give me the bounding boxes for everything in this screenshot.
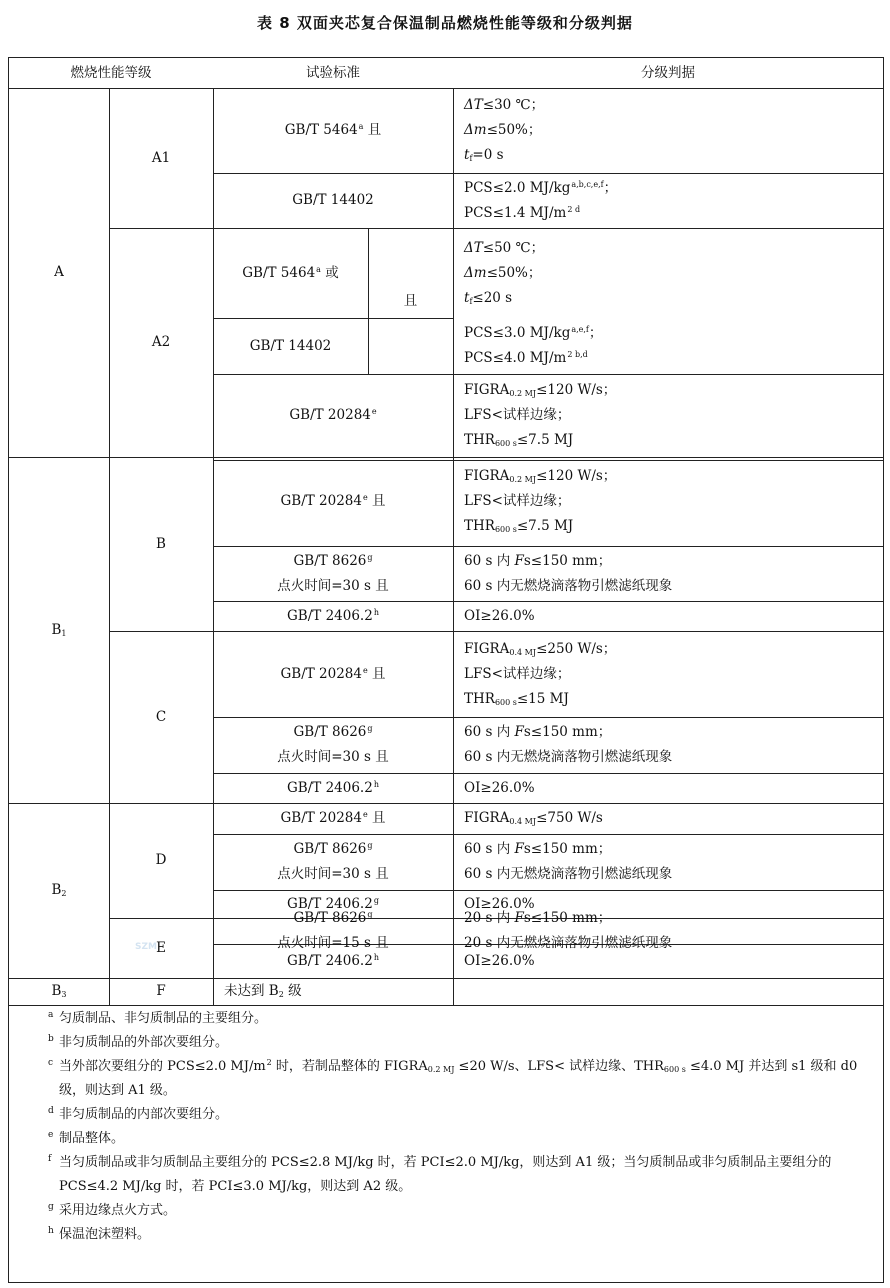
table-title: 表 8 双面夹芯复合保温制品燃烧性能等级和分级判据 bbox=[257, 14, 633, 32]
cell-text: PCS≤2.0 MJ/kg$^{a,b,c,e,f}$； bbox=[464, 179, 618, 196]
cell-text: $THR_{600 s}\le 7.5$ MJ bbox=[464, 518, 574, 534]
a2-criteria-3 bbox=[453, 374, 883, 457]
cell-text: GB/T 2406.2$^h$ bbox=[287, 607, 379, 624]
header-level bbox=[9, 58, 213, 88]
c-standard-1 bbox=[213, 631, 453, 717]
footnote-text: 匀质制品、非匀质制品的主要组分。 bbox=[59, 1011, 268, 1026]
cell-text: ΔT≤50 ℃； bbox=[464, 239, 545, 256]
footnote-text: 采用边缘点火方式。 bbox=[59, 1203, 177, 1218]
a2-criteria-1 bbox=[453, 228, 883, 318]
cell-text: 未达到 $B_2$ 级 bbox=[224, 983, 302, 999]
e-standard-2 bbox=[213, 944, 453, 978]
sublevel-c bbox=[109, 631, 213, 803]
a1-standard-1 bbox=[213, 88, 453, 173]
footnote-text: 当匀质制品或非匀质制品主要组分的 PCS≤2.8 MJ/kg 时，若 PCI≤2.0 MJ/kg，则达到 A1 级；当匀质制品或非匀质制品主要组分的 PCS≤4.2 MJ/kg 时，若 PCI≤3.0 MJ/kg，则达到 A2 级。 bbox=[59, 1155, 832, 1194]
cell-text: B bbox=[156, 535, 166, 552]
cell-text: 60 s 内无燃烧滴落物引燃滤纸现象 bbox=[464, 749, 673, 765]
cell-text: 点火时间=30 s 且 bbox=[277, 577, 389, 594]
cell-text: 点火时间=30 s 且 bbox=[277, 866, 389, 882]
c-standard-3 bbox=[213, 773, 453, 803]
cell-text: $FIGRA_{0.2 MJ}\le 120$ W/s； bbox=[464, 468, 617, 484]
footnote-text: 保温泡沫塑料。 bbox=[59, 1227, 151, 1242]
level-a bbox=[9, 88, 109, 457]
cell-text: 60 s 内无燃烧滴落物引燃滤纸现象 bbox=[464, 577, 673, 594]
cell-text: GB/T 5464$^a$ 且 bbox=[284, 122, 382, 138]
e-criteria-1 bbox=[453, 910, 883, 951]
sublevel-a1 bbox=[109, 88, 213, 228]
cell-text: 分级判据 bbox=[641, 64, 695, 81]
d-criteria-2 bbox=[453, 834, 883, 890]
sublevel-f bbox=[109, 978, 213, 1005]
b-criteria-2 bbox=[453, 546, 883, 601]
cell-text: F bbox=[156, 983, 166, 999]
sublevel-d bbox=[109, 803, 213, 918]
c-criteria-1 bbox=[453, 631, 883, 717]
c-standard-2 bbox=[213, 717, 453, 773]
cell-text: 60 s 内无燃烧滴落物引燃滤纸现象 bbox=[464, 866, 673, 882]
cell-text: $FIGRA_{0.4 MJ}\le 250$ W/s； bbox=[464, 640, 617, 657]
footnote-text: 非匀质制品的内部次要组分。 bbox=[59, 1107, 229, 1122]
b-standard-2 bbox=[213, 546, 453, 601]
cell-text: 燃烧性能等级 bbox=[70, 64, 152, 81]
cell-text: Δm≤50%； bbox=[464, 264, 542, 281]
a2-standard-2 bbox=[213, 318, 368, 374]
level-b3 bbox=[9, 978, 109, 1005]
cell-text: $B_1$ bbox=[51, 621, 67, 638]
cell-text: GB/T 20284e 且 bbox=[280, 810, 386, 826]
b-criteria-1 bbox=[453, 457, 883, 546]
sublevel-b bbox=[109, 457, 213, 631]
footnote-mark: a bbox=[48, 1010, 54, 1020]
cell-text: OI≥26.0% bbox=[464, 895, 535, 912]
cell-text: PCS≤4.0 $MJ/m^{2 b,d}$ bbox=[464, 350, 588, 366]
cell-text: ΔT≤30 ℃； bbox=[464, 97, 545, 113]
level-b1 bbox=[9, 457, 109, 803]
cell-text: $t_f=0$ s bbox=[464, 147, 504, 163]
cell-text: 20 s 内无燃烧滴落物引燃滤纸现象 bbox=[464, 935, 673, 951]
cell-text: 60 s 内 Fs≤150 mm； bbox=[464, 552, 612, 569]
cell-text: A bbox=[54, 264, 64, 280]
d-standard-2 bbox=[213, 834, 453, 890]
cell-text: GB/T 8626$^g$ bbox=[293, 910, 373, 926]
footnote-mark: d bbox=[48, 1106, 54, 1116]
cell-text: E bbox=[156, 939, 166, 956]
d-criteria-1 bbox=[453, 803, 883, 834]
a2-and bbox=[368, 228, 453, 374]
cell-text: OI≥26.0% bbox=[464, 607, 535, 624]
cell-text: 20 s 内 Fs≤150 mm； bbox=[464, 910, 612, 926]
cell-text: GB/T 8626$^g$ bbox=[293, 552, 373, 569]
footnote-mark: b bbox=[48, 1034, 54, 1044]
footnote-mark: f bbox=[48, 1154, 52, 1164]
cell-text: $B_2$ bbox=[51, 882, 67, 898]
footnote-mark: h bbox=[48, 1226, 54, 1236]
cell-text: D bbox=[155, 852, 167, 868]
footnote bbox=[9, 1223, 875, 1247]
cell-text: LFS<试样边缘； bbox=[464, 407, 571, 423]
cell-text: GB/T 5464$^a$ 或 bbox=[242, 264, 339, 281]
cell-text: GB/T 8626$^g$ bbox=[293, 841, 373, 857]
cell-text: C bbox=[155, 708, 167, 725]
footnote bbox=[9, 1151, 875, 1199]
b-standard-3 bbox=[213, 601, 453, 631]
grid-line bbox=[9, 1005, 883, 1006]
cell-text: 点火时间=15 s 且 bbox=[277, 935, 389, 951]
cell-text: $B_3$ bbox=[51, 983, 67, 999]
cell-text: A2 bbox=[151, 334, 171, 350]
cell-text: OI≥26.0% bbox=[464, 952, 535, 969]
level-b2 bbox=[9, 803, 109, 978]
footnote bbox=[9, 1007, 875, 1031]
a1-criteria-1 bbox=[453, 88, 883, 173]
watermark-logo: SZM bbox=[135, 942, 157, 952]
cell-text: 点火时间=30 s 且 bbox=[277, 749, 389, 765]
cell-text: PCS≤3.0 MJ/kg$^{a,e,f}$； bbox=[464, 325, 603, 341]
cell-text: $FIGRA_{0.2 MJ}\le 120$ W/s； bbox=[464, 382, 617, 398]
footnote bbox=[9, 1103, 875, 1127]
b-standard-1 bbox=[213, 457, 453, 546]
a2-criteria-2 bbox=[453, 318, 883, 374]
cell-text: GB/T 20284e 且 bbox=[280, 493, 386, 509]
f-criteria bbox=[213, 978, 883, 1005]
table-notes bbox=[9, 1007, 875, 1247]
footnote bbox=[9, 1199, 875, 1223]
cell-text: $THR_{600 s}\le 7.5$ MJ bbox=[464, 432, 574, 448]
cell-text: GB/T 2406.2$^g$ bbox=[287, 895, 379, 912]
e-criteria-2 bbox=[453, 944, 883, 978]
footnote-mark: e bbox=[48, 1130, 54, 1140]
sublevel-a2 bbox=[109, 228, 213, 457]
footnote bbox=[9, 1055, 875, 1103]
d-standard-1 bbox=[213, 803, 453, 834]
footnote-text: 当外部次要组分的 PCS≤2.0 $MJ/m^2$ 时，若制品整体的 $FIGRA_{0.2 MJ} \le 20$ W/s、LFS< 试样边缘、$THR_{600 s} \le 4.0$ MJ 并达到 s1 级和 d0 级，则达到 A1 级。 bbox=[59, 1058, 858, 1098]
a1-criteria-2 bbox=[453, 173, 883, 228]
cell-text: LFS<试样边缘； bbox=[464, 493, 571, 509]
cell-text: $THR_{600 s}\le 15$ MJ bbox=[464, 690, 569, 707]
cell-text: GB/T 2406.2$^h$ bbox=[287, 952, 379, 969]
cell-text: GB/T 8626$^g$ bbox=[293, 724, 373, 740]
cell-text: GB/T 20284e bbox=[289, 407, 377, 423]
cell-text: PCS≤1.4 $MJ/m^{2 d}$ bbox=[464, 204, 581, 221]
cell-text: $FIGRA_{0.4 MJ}\le 750$ W/s bbox=[464, 810, 603, 826]
cell-text: GB/T 14402 bbox=[249, 337, 332, 354]
footnote-mark: c bbox=[48, 1058, 54, 1068]
cell-text: $t_f\le 20$ s bbox=[464, 289, 513, 306]
fire-rating-table bbox=[8, 57, 884, 1283]
cell-text: GB/T 14402 bbox=[292, 192, 374, 208]
footnote bbox=[9, 1127, 875, 1151]
header-standard bbox=[213, 58, 453, 88]
footnote-text: 制品整体。 bbox=[59, 1131, 125, 1146]
cell-text: 60 s 内 Fs≤150 mm； bbox=[464, 724, 612, 740]
b-criteria-3 bbox=[453, 601, 883, 631]
c-criteria-2 bbox=[453, 717, 883, 773]
footnote bbox=[9, 1031, 875, 1055]
a2-standard-1 bbox=[213, 228, 368, 318]
cell-text: Δm≤50%； bbox=[464, 122, 542, 138]
a1-standard-2 bbox=[213, 173, 453, 228]
e-standard-1 bbox=[213, 910, 453, 951]
c-criteria-3 bbox=[453, 773, 883, 803]
footnote-text: 非匀质制品的外部次要组分。 bbox=[59, 1035, 229, 1050]
cell-text: LFS<试样边缘； bbox=[464, 665, 571, 682]
cell-text: 60 s 内 Fs≤150 mm； bbox=[464, 841, 612, 857]
cell-text: GB/T 2406.2$^h$ bbox=[287, 779, 379, 796]
footnote-mark: g bbox=[48, 1202, 54, 1212]
a2-standard-3 bbox=[213, 374, 453, 457]
header-criteria bbox=[453, 58, 883, 88]
cell-text: 试验标准 bbox=[306, 64, 360, 81]
cell-text: OI≥26.0% bbox=[464, 779, 535, 796]
cell-text: GB/T 20284e 且 bbox=[280, 665, 386, 682]
cell-text: A1 bbox=[151, 149, 171, 166]
cell-text: 且 bbox=[403, 292, 418, 309]
